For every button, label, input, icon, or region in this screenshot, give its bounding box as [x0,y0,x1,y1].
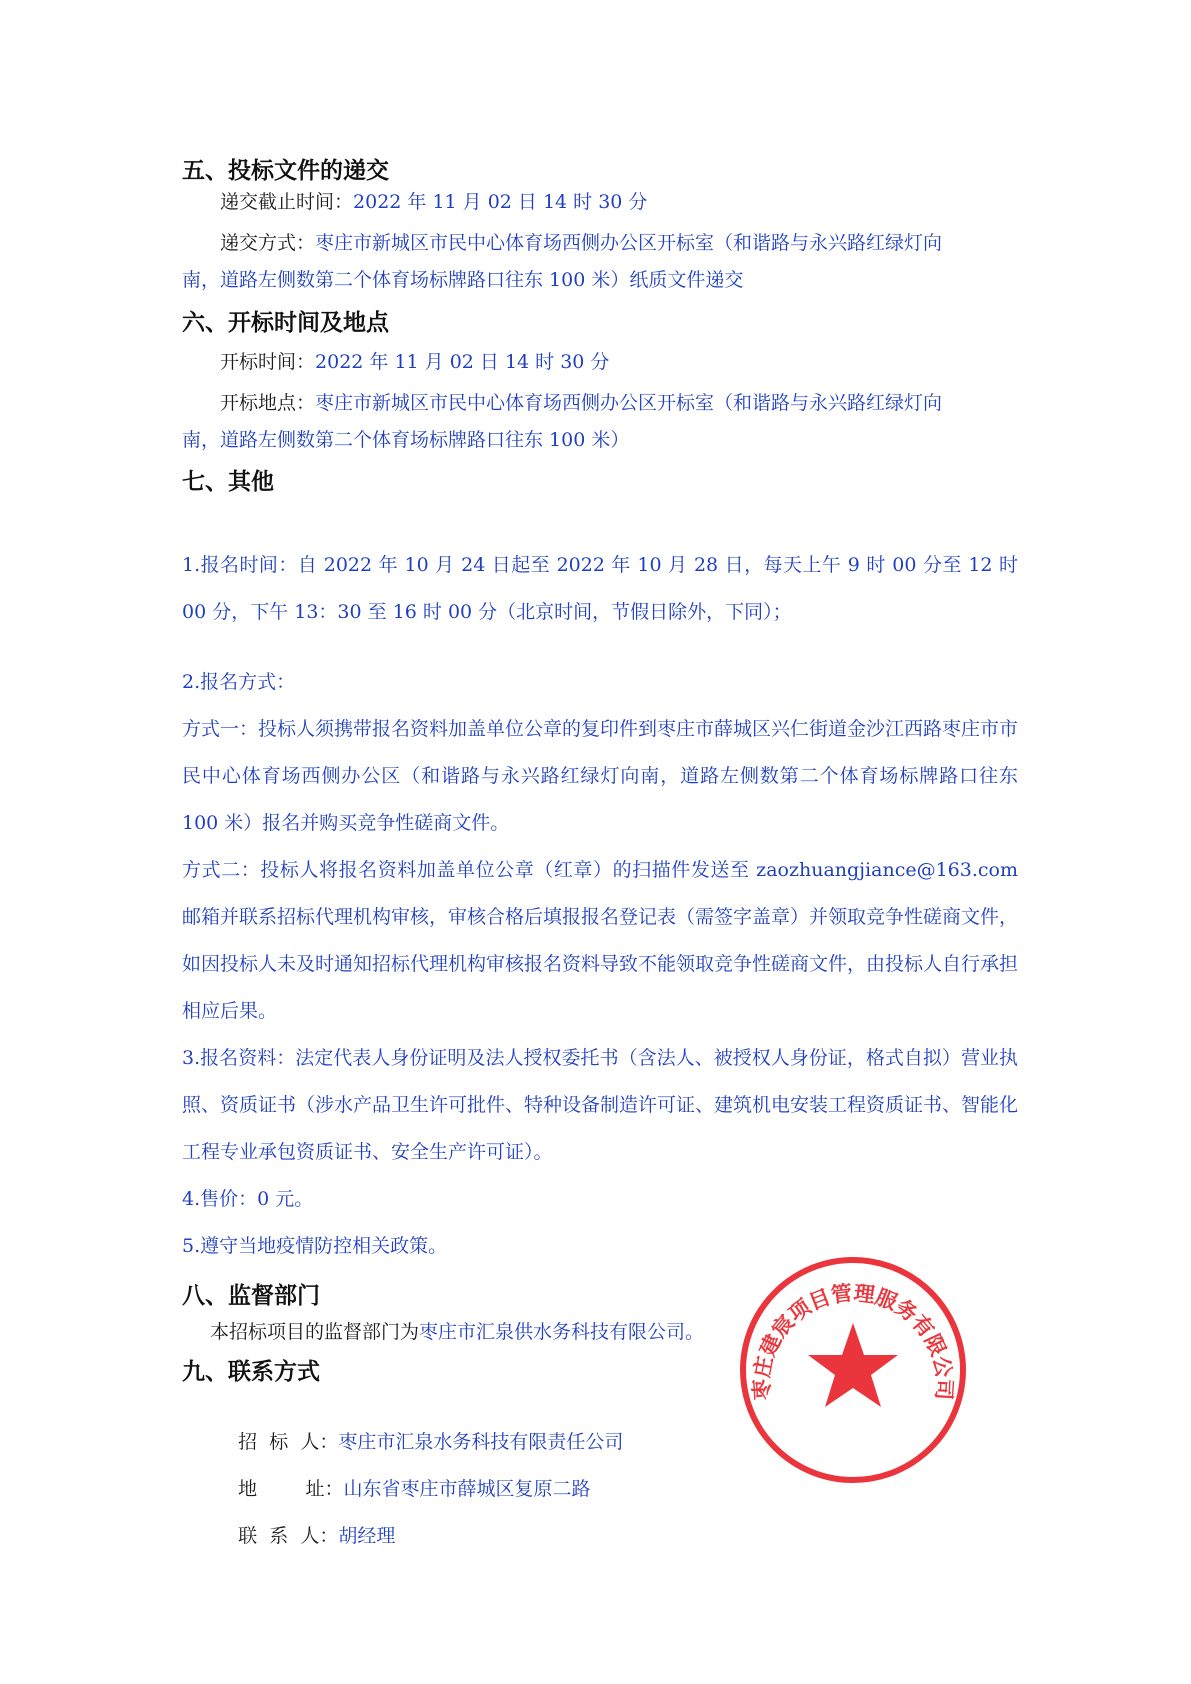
section-8-heading: 八、监督部门 [182,1283,320,1309]
other-item-4: 4.售价：0 元。 [182,1188,314,1210]
supervisor-line [210,1320,704,1344]
submission-method-line-1 [220,231,942,255]
other-item-1: 1.报名时间：自 2022 年 10 月 24 日起至 2022 年 10 月 28 日，每天上午 9 时 00 分至 12 时 00 分，下午 13：30 至 16 时 00 分（北京时间，节假日除外，下同）； [182,554,1018,623]
section-9-heading: 九、联系方式 [182,1359,320,1385]
address-label: 地 址： [238,1478,344,1500]
submission-method-text-1: 枣庄市新城区市民中心体育场西侧办公区开标室（和谐路与永兴路红绿灯向 [315,232,943,254]
opening-time-value: 2022 年 11 月 02 日 14 时 30 分 [315,351,610,373]
contact-label: 联 系 人： [238,1525,339,1547]
other-item-5: 5.遵守当地疫情防控相关政策。 [182,1235,448,1257]
submission-method-label: 递交方式： [220,232,316,254]
signup-method-2: 方式二：投标人将报名资料加盖单位公章（红章）的扫描件发送至 zaozhuangjiance@163.com 邮箱并联系招标代理机构审核，审核合格后填报报名登记表（需签字盖章）并领取竞争性磋商文件，如因投标人未及时通知招标代理机构审核报名资料导致不能领取竞争性磋商文件，由投标人自行承担相应后果。 [182,859,1019,1022]
seal-text: 枣庄建宸项目管理服务有限公司 [749,1280,957,1401]
other-item-3: 3.报名资料：法定代表人身份证明及法人授权委托书（含法人、被授权人身份证，格式自拟）营业执照、资质证书（涉水产品卫生许可批件、特种设备制造许可证、建筑机电安装工程资质证书、智能化工程专业承包资质证书、安全生产许可证）。 [182,1047,1019,1163]
submission-method-line-2: 南，道路左侧数第二个体育场标牌路口往东 100 米）纸质文件递交 [182,269,744,291]
opening-place-text-1: 枣庄市新城区市民中心体育场西侧办公区开标室（和谐路与永兴路红绿灯向 [315,392,943,414]
submission-deadline-label: 递交截止时间： [220,191,354,213]
address-value: 山东省枣庄市薛城区复原二路 [343,1478,591,1500]
section-6-heading: 六、开标时间及地点 [182,310,389,336]
supervisor-org: 枣庄市汇泉供水务科技有限公司。 [419,1321,705,1343]
section-5-heading: 五、投标文件的递交 [182,158,389,184]
opening-time-label: 开标时间： [220,351,316,373]
opening-place-line-1 [220,391,942,415]
tenderer-label: 招 标 人： [238,1431,339,1453]
signup-method-1: 方式一：投标人须携带报名资料加盖单位公章的复印件到枣庄市薛城区兴仁街道金沙江西路枣庄市市民中心体育场西侧办公区（和谐路与永兴路红绿灯向南，道路左侧数第二个体育场标牌路口往东 100 米）报名并购买竞争性磋商文件。 [182,718,1019,834]
opening-place-label: 开标地点： [220,392,316,414]
contact-line [214,1500,395,1572]
tenderer-value: 枣庄市汇泉水务科技有限责任公司 [338,1431,624,1453]
seal-star-icon [808,1323,898,1407]
supervisor-prefix: 本招标项目的监督部门为 [210,1321,420,1343]
company-seal [738,1255,968,1485]
section-7-heading: 七、其他 [182,469,274,495]
opening-place-line-2: 南，道路左侧数第二个体育场标牌路口往东 100 米） [182,429,630,451]
submission-deadline-value: 2022 年 11 月 02 日 14 时 30 分 [353,191,648,213]
contact-value: 胡经理 [338,1525,396,1547]
submission-deadline-line [220,190,647,214]
opening-time-line [220,350,609,374]
other-item-2: 2.报名方式： [182,671,296,693]
